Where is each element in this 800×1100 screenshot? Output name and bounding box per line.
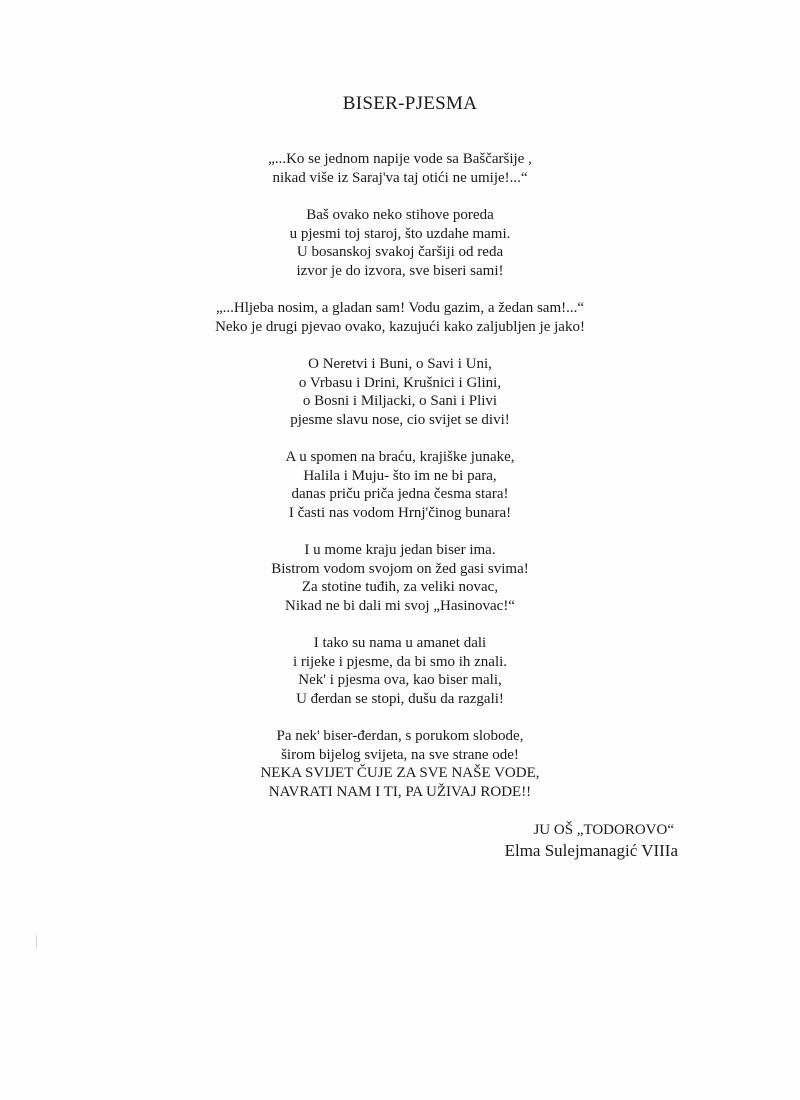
scan-artifact (36, 935, 37, 949)
poem-line: „...Ko se jednom napije vode sa Baščaršije , (268, 151, 532, 167)
signature-block (484, 820, 744, 862)
school-name: JU OŠ „TODOROVO“ (533, 822, 674, 838)
stanza-2 (0, 206, 800, 280)
poem-line: Nikad ne bi dali mi svoj „Hasinovac!“ (285, 597, 515, 614)
poem-line: o Vrbasu i Drini, Krušnici i Glini, (298, 374, 502, 391)
poem-title: BISER-PJESMA (342, 93, 478, 114)
stanza-1 (0, 150, 800, 187)
poem-line: NEKA SVIJET ČUJE ZA SVE NAŠE VODE, (260, 765, 540, 781)
poem-line: I tako su nama u amanet dali (313, 635, 487, 651)
poem-line: Za stotine tuđih, za veliki novac, (301, 579, 499, 595)
poem-line: U bosanskoj svakoj čaršiji od reda (296, 244, 504, 260)
poem-line: širom bijelog svijeta, na sve strane ode! (281, 746, 519, 763)
poem-line: Baš ovako neko stihove poreda (306, 207, 494, 223)
poem-line: Bistrom vodom svojom on žed gasi svima! (271, 560, 529, 577)
author-name: Elma Sulejmanagić VIIIa (504, 841, 678, 860)
poem-line: „...Hljeba nosim, a gladan sam! Vodu gazim, a žedan sam!...“ (215, 300, 585, 316)
poem-line: izvor je do izvora, sve biseri sami! (296, 262, 504, 279)
poem-line: Halila i Muju- što im ne bi para, (303, 467, 497, 484)
poem-line: I časti nas vodom Hrnj'činog bunara! (288, 504, 512, 521)
stanza-5 (0, 448, 800, 522)
poem-line: i rijeke i pjesme, da bi smo ih znali. (292, 653, 508, 670)
poem-body (0, 150, 800, 820)
poem-line: A u spomen na braću, krajiške junake, (285, 449, 515, 465)
poem-line: Nek' i pjesma ova, kao biser mali, (298, 672, 502, 688)
poem-line: o Bosni i Miljacki, o Sani i Plivi (302, 393, 498, 409)
stanza-4 (0, 355, 800, 429)
poem-line: u pjesmi toj staroj, što uzdahe mami. (289, 225, 511, 242)
stanza-3 (0, 299, 800, 336)
poem-line: NAVRATI NAM I TI, PA UŽIVAJ RODE!! (268, 783, 532, 800)
poem-line: nikad više iz Saraj'va taj otići ne umije!...“ (272, 169, 528, 186)
poem-line: U đerdan se stopi, dušu da razgali! (296, 690, 504, 707)
stanza-8 (0, 727, 800, 801)
poem-line: pjesme slavu nose, cio svijet se divi! (290, 411, 510, 428)
stanza-6 (0, 541, 800, 615)
poem-line: Neko je drugi pjevao ovako, kazujući kako zaljubljen je jako! (215, 318, 585, 335)
poem-line: Pa nek' biser-đerdan, s porukom slobode, (276, 728, 524, 744)
poem-line: danas priču priča jedna česma stara! (291, 486, 509, 502)
poem-line: O Neretvi i Buni, o Savi i Uni, (308, 356, 492, 372)
poem-line: I u mome kraju jedan biser ima. (304, 542, 496, 558)
stanza-7 (0, 634, 800, 708)
